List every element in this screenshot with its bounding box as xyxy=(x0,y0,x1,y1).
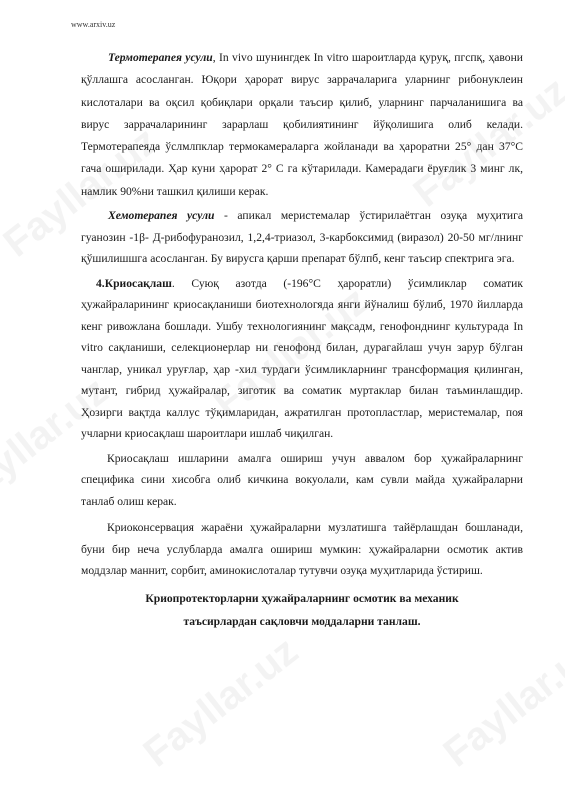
subsection-heading xyxy=(81,587,523,633)
term-thermotherapy: Термотерапея усули xyxy=(108,51,213,64)
paragraph-text: , In vivo шунингдек In vitro шароитларда қуруқ, пгспқ, ҳавони қўллашга асосланган. Юқори ҳарорат вирус заррачаларига уларнинг рибонуклеин кислоталари ва оқсил қобиқлари орқали таъсир қилиб, уларнинг парчаланишига ва вирус заррачаларининг зарарлаш қобилиятининг йўқолишига олиб келади. Термотерапеяда ўслмлпклар термокамераларга жойланади ва ҳароратни 25° дан 37°С гача оширилади. Ҳар куни ҳарорат 2° С га кўтарилади. Камерадаги ёруғлик 3 минг лк, намлик 90%ни ташкил қилиши керак. xyxy=(81,51,523,198)
paragraph-chemotherapy xyxy=(81,205,523,270)
subsection-heading-line-1: Криопротекторларни ҳужайраларнинг осмотик ва механик xyxy=(145,591,459,605)
paragraph-cryoconservation: Криоконсервация жараёни ҳужайраларни музлатишга тайёрлашдан бошланади, буни бир неча услубларда амалга ошириш мумкин: ҳужайраларни осмотик актив моддзлар маннит, сорбит, аминокислоталар тутувчи озуқа муҳитларида ўстириш. xyxy=(81,521,523,578)
watermark-logo xyxy=(435,629,565,777)
term-chemotherapy: Хемотерапея усули xyxy=(108,209,215,223)
subsection-heading-line-2: таъсирлардан сақловчи моддаларни танлаш. xyxy=(183,614,421,628)
paragraph-text: - апикал меристемалар ўстирилаётган озуқа муҳитига гуанозин -1β- Д-рибофуранозил, 1,2,4-триазол, 3-карбоксимид (виразол) 20-50 мг/лнинг қўшилишшга асосланган. Бу вирусга қарши препарат бўлпб, кенг таъсир спектрига эга. xyxy=(81,209,524,266)
paragraph-thermotherapy xyxy=(81,47,523,203)
paragraph-text: . Суюқ азотда (-196°С ҳароратли) ўсимликлар соматик ҳужайраларининг криосақланиши биотехнологяда янги йўналиш бўлиб, 1970 йилларда кенг ривожлана бошлади. Ушбу технологиянинг мақсадм, генофонднинг культурада In vitro сақланиши, селекционерлар ни генофонд билан, дурагайлаш учун зарур бўлган чанглар, уникал уруғлар, ҳар -хил турдаги ўсимликларнинг трансформация қилинган, мутант, гибрид ҳужайралар, зиготик ва соматик муртаклар билан таъминлашдир. Ҳозирги вақтда каллус тўқимларидан, ажратилган протопластлар, меристемалар, поя учларни криосақлаш шароитлари ишлаб чиқилган. xyxy=(81,276,523,441)
paragraph-cryopreservation xyxy=(81,273,523,445)
site-url[interactable]: www.arxiv.uz xyxy=(71,20,116,29)
document-body xyxy=(81,47,523,633)
section-heading-cryopreservation: 4.Криосақлаш xyxy=(96,276,172,290)
watermark-logo xyxy=(135,629,306,777)
paragraph-cell-selection: Криосақлаш ишларини амалга ошириш учун аввалом бор ҳужайраларнинг специфика сини хисобга олиб кичкина вокуолали, кам сувли майда ҳужайраларни танлаб олиш керак. xyxy=(81,451,523,508)
